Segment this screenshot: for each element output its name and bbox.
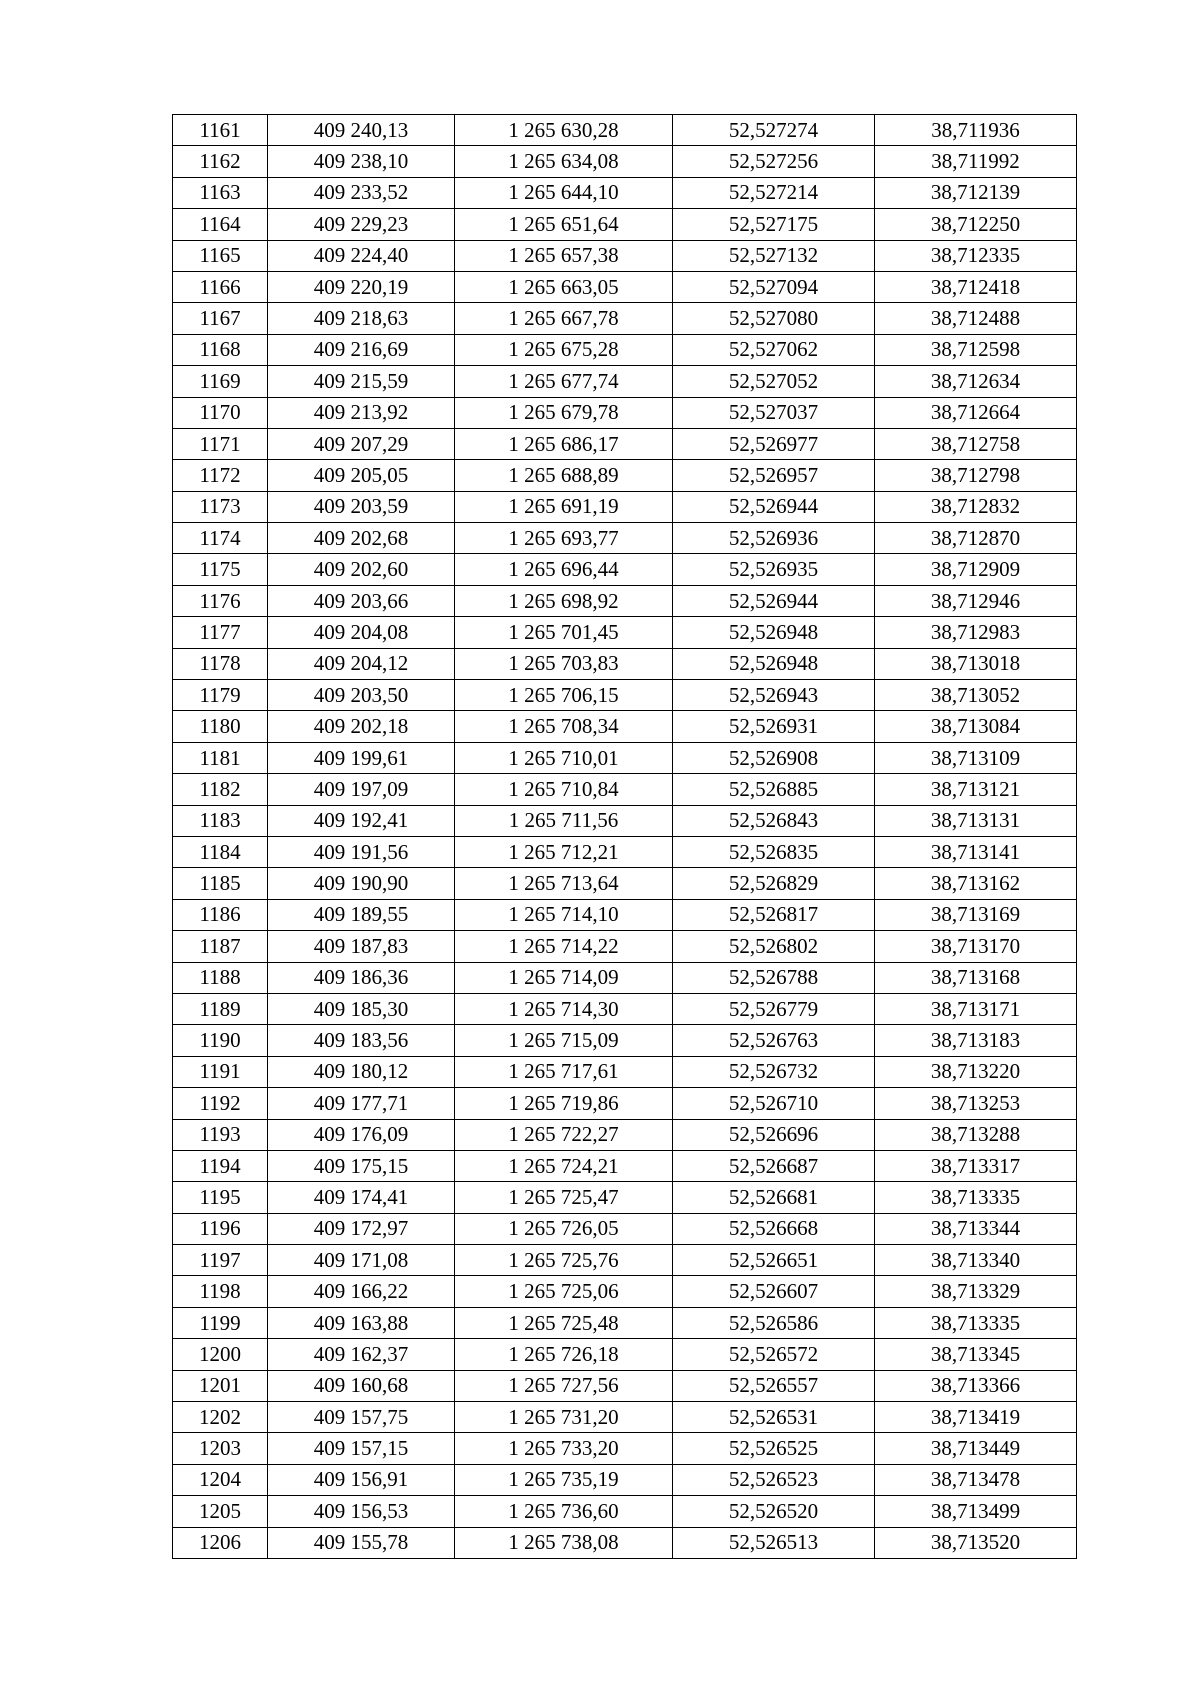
longitude-cell: 38,712250 <box>875 209 1077 240</box>
x-coordinate-cell: 409 155,78 <box>268 1527 455 1558</box>
latitude-cell: 52,526936 <box>673 523 875 554</box>
point-number-cell: 1198 <box>173 1276 268 1307</box>
x-coordinate-cell: 409 207,29 <box>268 428 455 459</box>
longitude-cell: 38,712946 <box>875 585 1077 616</box>
longitude-cell: 38,713478 <box>875 1464 1077 1495</box>
latitude-cell: 52,526696 <box>673 1119 875 1150</box>
point-number-cell: 1176 <box>173 585 268 616</box>
table-row <box>173 836 1077 867</box>
x-coordinate-cell: 409 175,15 <box>268 1150 455 1181</box>
point-number-cell: 1204 <box>173 1464 268 1495</box>
x-coordinate-cell: 409 218,63 <box>268 303 455 334</box>
table-row <box>173 617 1077 648</box>
point-number-cell: 1186 <box>173 899 268 930</box>
y-coordinate-cell: 1 265 663,05 <box>455 271 673 302</box>
y-coordinate-cell: 1 265 722,27 <box>455 1119 673 1150</box>
x-coordinate-cell: 409 189,55 <box>268 899 455 930</box>
point-number-cell: 1194 <box>173 1150 268 1181</box>
longitude-cell: 38,713520 <box>875 1527 1077 1558</box>
longitude-cell: 38,713052 <box>875 680 1077 711</box>
y-coordinate-cell: 1 265 686,17 <box>455 428 673 459</box>
table-row <box>173 1088 1077 1119</box>
table-row <box>173 366 1077 397</box>
longitude-cell: 38,713220 <box>875 1056 1077 1087</box>
y-coordinate-cell: 1 265 719,86 <box>455 1088 673 1119</box>
y-coordinate-cell: 1 265 634,08 <box>455 146 673 177</box>
y-coordinate-cell: 1 265 711,56 <box>455 805 673 836</box>
point-number-cell: 1179 <box>173 680 268 711</box>
latitude-cell: 52,526948 <box>673 617 875 648</box>
table-row <box>173 1339 1077 1370</box>
longitude-cell: 38,713170 <box>875 931 1077 962</box>
latitude-cell: 52,526513 <box>673 1527 875 1558</box>
latitude-cell: 52,526957 <box>673 460 875 491</box>
table-row <box>173 742 1077 773</box>
y-coordinate-cell: 1 265 714,22 <box>455 931 673 962</box>
table-row <box>173 805 1077 836</box>
latitude-cell: 52,526885 <box>673 774 875 805</box>
latitude-cell: 52,526977 <box>673 428 875 459</box>
latitude-cell: 52,526931 <box>673 711 875 742</box>
latitude-cell: 52,526944 <box>673 491 875 522</box>
x-coordinate-cell: 409 229,23 <box>268 209 455 240</box>
latitude-cell: 52,526779 <box>673 993 875 1024</box>
point-number-cell: 1187 <box>173 931 268 962</box>
latitude-cell: 52,527132 <box>673 240 875 271</box>
x-coordinate-cell: 409 205,05 <box>268 460 455 491</box>
point-number-cell: 1190 <box>173 1025 268 1056</box>
y-coordinate-cell: 1 265 677,74 <box>455 366 673 397</box>
table-row <box>173 774 1077 805</box>
y-coordinate-cell: 1 265 691,19 <box>455 491 673 522</box>
table-row <box>173 1464 1077 1495</box>
table-row <box>173 993 1077 1024</box>
y-coordinate-cell: 1 265 698,92 <box>455 585 673 616</box>
point-number-cell: 1181 <box>173 742 268 773</box>
point-number-cell: 1182 <box>173 774 268 805</box>
point-number-cell: 1163 <box>173 177 268 208</box>
longitude-cell: 38,712983 <box>875 617 1077 648</box>
table-row <box>173 177 1077 208</box>
latitude-cell: 52,526710 <box>673 1088 875 1119</box>
point-number-cell: 1168 <box>173 334 268 365</box>
table-row <box>173 209 1077 240</box>
y-coordinate-cell: 1 265 688,89 <box>455 460 673 491</box>
point-number-cell: 1202 <box>173 1402 268 1433</box>
x-coordinate-cell: 409 204,08 <box>268 617 455 648</box>
table-row <box>173 1402 1077 1433</box>
coordinates-table-body <box>173 115 1077 1559</box>
point-number-cell: 1161 <box>173 115 268 146</box>
latitude-cell: 52,527037 <box>673 397 875 428</box>
y-coordinate-cell: 1 265 738,08 <box>455 1527 673 1558</box>
x-coordinate-cell: 409 162,37 <box>268 1339 455 1370</box>
longitude-cell: 38,712488 <box>875 303 1077 334</box>
table-row <box>173 648 1077 679</box>
x-coordinate-cell: 409 156,53 <box>268 1496 455 1527</box>
table-row <box>173 868 1077 899</box>
y-coordinate-cell: 1 265 710,84 <box>455 774 673 805</box>
latitude-cell: 52,526681 <box>673 1182 875 1213</box>
latitude-cell: 52,527214 <box>673 177 875 208</box>
longitude-cell: 38,711992 <box>875 146 1077 177</box>
table-row <box>173 1496 1077 1527</box>
point-number-cell: 1200 <box>173 1339 268 1370</box>
point-number-cell: 1195 <box>173 1182 268 1213</box>
table-row <box>173 271 1077 302</box>
point-number-cell: 1185 <box>173 868 268 899</box>
latitude-cell: 52,527175 <box>673 209 875 240</box>
x-coordinate-cell: 409 172,97 <box>268 1213 455 1244</box>
x-coordinate-cell: 409 176,09 <box>268 1119 455 1150</box>
point-number-cell: 1189 <box>173 993 268 1024</box>
longitude-cell: 38,712418 <box>875 271 1077 302</box>
x-coordinate-cell: 409 190,90 <box>268 868 455 899</box>
point-number-cell: 1166 <box>173 271 268 302</box>
latitude-cell: 52,526607 <box>673 1276 875 1307</box>
y-coordinate-cell: 1 265 696,44 <box>455 554 673 585</box>
x-coordinate-cell: 409 187,83 <box>268 931 455 962</box>
table-row <box>173 1056 1077 1087</box>
longitude-cell: 38,712634 <box>875 366 1077 397</box>
y-coordinate-cell: 1 265 725,48 <box>455 1307 673 1338</box>
longitude-cell: 38,713419 <box>875 1402 1077 1433</box>
y-coordinate-cell: 1 265 725,47 <box>455 1182 673 1213</box>
point-number-cell: 1184 <box>173 836 268 867</box>
point-number-cell: 1167 <box>173 303 268 334</box>
x-coordinate-cell: 409 183,56 <box>268 1025 455 1056</box>
table-row <box>173 1245 1077 1276</box>
latitude-cell: 52,526763 <box>673 1025 875 1056</box>
table-row <box>173 680 1077 711</box>
latitude-cell: 52,526843 <box>673 805 875 836</box>
point-number-cell: 1173 <box>173 491 268 522</box>
longitude-cell: 38,713109 <box>875 742 1077 773</box>
table-row <box>173 334 1077 365</box>
latitude-cell: 52,526908 <box>673 742 875 773</box>
table-row <box>173 962 1077 993</box>
table-row <box>173 240 1077 271</box>
x-coordinate-cell: 409 203,59 <box>268 491 455 522</box>
longitude-cell: 38,713183 <box>875 1025 1077 1056</box>
y-coordinate-cell: 1 265 724,21 <box>455 1150 673 1181</box>
y-coordinate-cell: 1 265 708,34 <box>455 711 673 742</box>
latitude-cell: 52,527080 <box>673 303 875 334</box>
y-coordinate-cell: 1 265 725,06 <box>455 1276 673 1307</box>
x-coordinate-cell: 409 215,59 <box>268 366 455 397</box>
latitude-cell: 52,526835 <box>673 836 875 867</box>
table-row <box>173 1119 1077 1150</box>
latitude-cell: 52,526531 <box>673 1402 875 1433</box>
longitude-cell: 38,712832 <box>875 491 1077 522</box>
x-coordinate-cell: 409 180,12 <box>268 1056 455 1087</box>
y-coordinate-cell: 1 265 731,20 <box>455 1402 673 1433</box>
table-row <box>173 115 1077 146</box>
latitude-cell: 52,527274 <box>673 115 875 146</box>
longitude-cell: 38,712798 <box>875 460 1077 491</box>
longitude-cell: 38,713168 <box>875 962 1077 993</box>
longitude-cell: 38,712870 <box>875 523 1077 554</box>
longitude-cell: 38,713018 <box>875 648 1077 679</box>
table-row <box>173 1527 1077 1558</box>
table-row <box>173 931 1077 962</box>
y-coordinate-cell: 1 265 714,30 <box>455 993 673 1024</box>
x-coordinate-cell: 409 202,68 <box>268 523 455 554</box>
longitude-cell: 38,713084 <box>875 711 1077 742</box>
point-number-cell: 1171 <box>173 428 268 459</box>
x-coordinate-cell: 409 191,56 <box>268 836 455 867</box>
y-coordinate-cell: 1 265 726,18 <box>455 1339 673 1370</box>
x-coordinate-cell: 409 171,08 <box>268 1245 455 1276</box>
latitude-cell: 52,526520 <box>673 1496 875 1527</box>
y-coordinate-cell: 1 265 706,15 <box>455 680 673 711</box>
x-coordinate-cell: 409 220,19 <box>268 271 455 302</box>
longitude-cell: 38,711936 <box>875 115 1077 146</box>
y-coordinate-cell: 1 265 703,83 <box>455 648 673 679</box>
table-row <box>173 523 1077 554</box>
x-coordinate-cell: 409 177,71 <box>268 1088 455 1119</box>
table-row <box>173 397 1077 428</box>
table-row <box>173 554 1077 585</box>
point-number-cell: 1188 <box>173 962 268 993</box>
x-coordinate-cell: 409 238,10 <box>268 146 455 177</box>
point-number-cell: 1199 <box>173 1307 268 1338</box>
latitude-cell: 52,526829 <box>673 868 875 899</box>
table-row <box>173 585 1077 616</box>
longitude-cell: 38,713344 <box>875 1213 1077 1244</box>
latitude-cell: 52,526687 <box>673 1150 875 1181</box>
x-coordinate-cell: 409 224,40 <box>268 240 455 271</box>
y-coordinate-cell: 1 265 735,19 <box>455 1464 673 1495</box>
y-coordinate-cell: 1 265 725,76 <box>455 1245 673 1276</box>
point-number-cell: 1201 <box>173 1370 268 1401</box>
longitude-cell: 38,712335 <box>875 240 1077 271</box>
longitude-cell: 38,712909 <box>875 554 1077 585</box>
y-coordinate-cell: 1 265 644,10 <box>455 177 673 208</box>
table-row <box>173 460 1077 491</box>
point-number-cell: 1175 <box>173 554 268 585</box>
table-row <box>173 428 1077 459</box>
latitude-cell: 52,526944 <box>673 585 875 616</box>
x-coordinate-cell: 409 174,41 <box>268 1182 455 1213</box>
y-coordinate-cell: 1 265 679,78 <box>455 397 673 428</box>
table-row <box>173 1150 1077 1181</box>
table-row <box>173 303 1077 334</box>
latitude-cell: 52,526668 <box>673 1213 875 1244</box>
y-coordinate-cell: 1 265 715,09 <box>455 1025 673 1056</box>
longitude-cell: 38,713288 <box>875 1119 1077 1150</box>
longitude-cell: 38,713121 <box>875 774 1077 805</box>
coordinates-table <box>172 114 1077 1559</box>
y-coordinate-cell: 1 265 713,64 <box>455 868 673 899</box>
latitude-cell: 52,526943 <box>673 680 875 711</box>
latitude-cell: 52,526651 <box>673 1245 875 1276</box>
y-coordinate-cell: 1 265 710,01 <box>455 742 673 773</box>
longitude-cell: 38,713253 <box>875 1088 1077 1119</box>
x-coordinate-cell: 409 203,50 <box>268 680 455 711</box>
longitude-cell: 38,713317 <box>875 1150 1077 1181</box>
y-coordinate-cell: 1 265 733,20 <box>455 1433 673 1464</box>
x-coordinate-cell: 409 156,91 <box>268 1464 455 1495</box>
y-coordinate-cell: 1 265 714,10 <box>455 899 673 930</box>
table-row <box>173 1433 1077 1464</box>
table-row <box>173 711 1077 742</box>
latitude-cell: 52,526523 <box>673 1464 875 1495</box>
x-coordinate-cell: 409 240,13 <box>268 115 455 146</box>
y-coordinate-cell: 1 265 630,28 <box>455 115 673 146</box>
y-coordinate-cell: 1 265 726,05 <box>455 1213 673 1244</box>
x-coordinate-cell: 409 203,66 <box>268 585 455 616</box>
table-row <box>173 899 1077 930</box>
x-coordinate-cell: 409 160,68 <box>268 1370 455 1401</box>
latitude-cell: 52,526525 <box>673 1433 875 1464</box>
table-row <box>173 1276 1077 1307</box>
y-coordinate-cell: 1 265 736,60 <box>455 1496 673 1527</box>
latitude-cell: 52,526802 <box>673 931 875 962</box>
y-coordinate-cell: 1 265 727,56 <box>455 1370 673 1401</box>
point-number-cell: 1170 <box>173 397 268 428</box>
latitude-cell: 52,527062 <box>673 334 875 365</box>
x-coordinate-cell: 409 202,18 <box>268 711 455 742</box>
x-coordinate-cell: 409 157,15 <box>268 1433 455 1464</box>
longitude-cell: 38,713366 <box>875 1370 1077 1401</box>
x-coordinate-cell: 409 216,69 <box>268 334 455 365</box>
point-number-cell: 1192 <box>173 1088 268 1119</box>
longitude-cell: 38,713449 <box>875 1433 1077 1464</box>
longitude-cell: 38,713340 <box>875 1245 1077 1276</box>
longitude-cell: 38,712758 <box>875 428 1077 459</box>
table-row <box>173 1025 1077 1056</box>
latitude-cell: 52,526817 <box>673 899 875 930</box>
longitude-cell: 38,713141 <box>875 836 1077 867</box>
x-coordinate-cell: 409 185,30 <box>268 993 455 1024</box>
point-number-cell: 1162 <box>173 146 268 177</box>
longitude-cell: 38,713335 <box>875 1182 1077 1213</box>
x-coordinate-cell: 409 197,09 <box>268 774 455 805</box>
y-coordinate-cell: 1 265 693,77 <box>455 523 673 554</box>
y-coordinate-cell: 1 265 667,78 <box>455 303 673 334</box>
longitude-cell: 38,712664 <box>875 397 1077 428</box>
latitude-cell: 52,526948 <box>673 648 875 679</box>
y-coordinate-cell: 1 265 714,09 <box>455 962 673 993</box>
x-coordinate-cell: 409 166,22 <box>268 1276 455 1307</box>
latitude-cell: 52,526586 <box>673 1307 875 1338</box>
point-number-cell: 1164 <box>173 209 268 240</box>
point-number-cell: 1196 <box>173 1213 268 1244</box>
y-coordinate-cell: 1 265 657,38 <box>455 240 673 271</box>
table-row <box>173 491 1077 522</box>
table-row <box>173 146 1077 177</box>
latitude-cell: 52,526572 <box>673 1339 875 1370</box>
table-row <box>173 1182 1077 1213</box>
point-number-cell: 1193 <box>173 1119 268 1150</box>
point-number-cell: 1206 <box>173 1527 268 1558</box>
x-coordinate-cell: 409 163,88 <box>268 1307 455 1338</box>
point-number-cell: 1169 <box>173 366 268 397</box>
longitude-cell: 38,713329 <box>875 1276 1077 1307</box>
x-coordinate-cell: 409 199,61 <box>268 742 455 773</box>
point-number-cell: 1183 <box>173 805 268 836</box>
longitude-cell: 38,713171 <box>875 993 1077 1024</box>
point-number-cell: 1197 <box>173 1245 268 1276</box>
x-coordinate-cell: 409 204,12 <box>268 648 455 679</box>
longitude-cell: 38,713162 <box>875 868 1077 899</box>
x-coordinate-cell: 409 213,92 <box>268 397 455 428</box>
longitude-cell: 38,713335 <box>875 1307 1077 1338</box>
x-coordinate-cell: 409 186,36 <box>268 962 455 993</box>
y-coordinate-cell: 1 265 651,64 <box>455 209 673 240</box>
point-number-cell: 1172 <box>173 460 268 491</box>
point-number-cell: 1174 <box>173 523 268 554</box>
latitude-cell: 52,526935 <box>673 554 875 585</box>
point-number-cell: 1165 <box>173 240 268 271</box>
point-number-cell: 1180 <box>173 711 268 742</box>
x-coordinate-cell: 409 202,60 <box>268 554 455 585</box>
point-number-cell: 1203 <box>173 1433 268 1464</box>
longitude-cell: 38,713169 <box>875 899 1077 930</box>
table-row <box>173 1213 1077 1244</box>
x-coordinate-cell: 409 192,41 <box>268 805 455 836</box>
table-row <box>173 1370 1077 1401</box>
point-number-cell: 1178 <box>173 648 268 679</box>
latitude-cell: 52,526732 <box>673 1056 875 1087</box>
y-coordinate-cell: 1 265 712,21 <box>455 836 673 867</box>
latitude-cell: 52,527052 <box>673 366 875 397</box>
longitude-cell: 38,713131 <box>875 805 1077 836</box>
latitude-cell: 52,526788 <box>673 962 875 993</box>
longitude-cell: 38,713499 <box>875 1496 1077 1527</box>
y-coordinate-cell: 1 265 675,28 <box>455 334 673 365</box>
x-coordinate-cell: 409 157,75 <box>268 1402 455 1433</box>
point-number-cell: 1191 <box>173 1056 268 1087</box>
point-number-cell: 1205 <box>173 1496 268 1527</box>
y-coordinate-cell: 1 265 701,45 <box>455 617 673 648</box>
table-row <box>173 1307 1077 1338</box>
longitude-cell: 38,712598 <box>875 334 1077 365</box>
latitude-cell: 52,527256 <box>673 146 875 177</box>
longitude-cell: 38,713345 <box>875 1339 1077 1370</box>
x-coordinate-cell: 409 233,52 <box>268 177 455 208</box>
point-number-cell: 1177 <box>173 617 268 648</box>
latitude-cell: 52,526557 <box>673 1370 875 1401</box>
longitude-cell: 38,712139 <box>875 177 1077 208</box>
latitude-cell: 52,527094 <box>673 271 875 302</box>
y-coordinate-cell: 1 265 717,61 <box>455 1056 673 1087</box>
